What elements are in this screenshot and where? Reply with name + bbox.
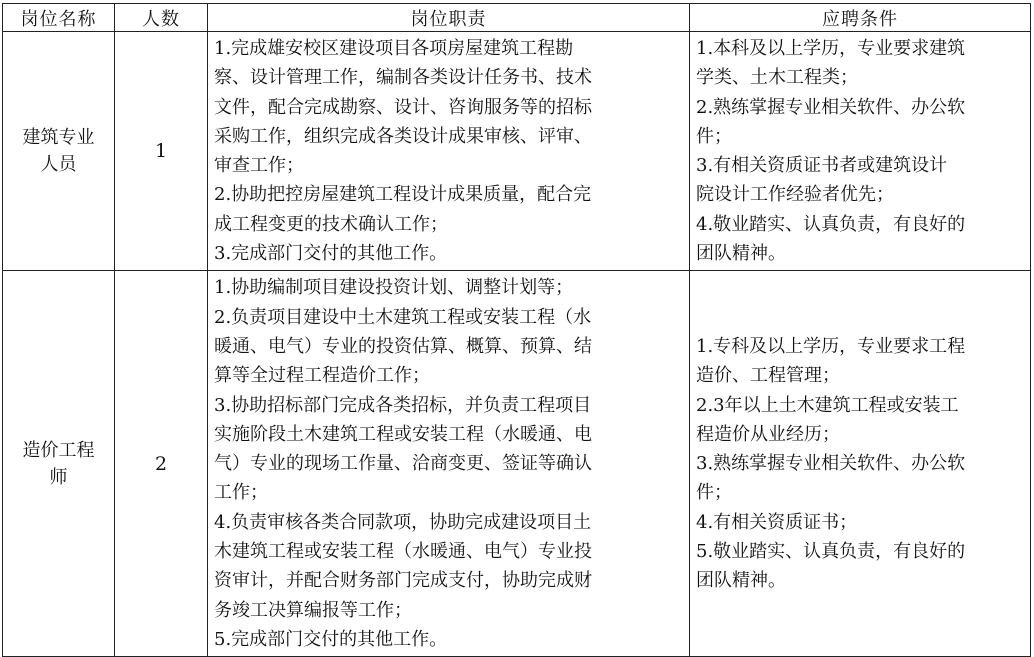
header-position-name: 岗位名称 [3,4,115,32]
duty-line: 算等全过程工程造价工作； [214,365,430,387]
duty-line: 采购工作，组织完成各类设计成果审核、评审、 [214,125,592,147]
requirement-line: 院设计工作经验者优先； [696,184,894,206]
recruitment-table [2,3,1031,657]
duty-line: 工作； [214,482,268,504]
requirement-line: 1.专科及以上学历，专业要求工程 [696,335,966,357]
header-row [3,4,1031,32]
duty-line: 2.负责项目建设中土木建筑工程或安装工程（水 [214,306,592,328]
requirement-line: 2.熟练掌握专业相关软件、办公软 [696,96,966,118]
requirement-line: 团队精神。 [696,570,786,592]
position-name-line: 人员 [40,154,77,176]
duty-line: 实施阶段土木建筑工程或安装工程（水暖通、电 [214,423,592,445]
duty-line: 务竣工决算编报等工作； [214,599,412,621]
duties-cell [208,32,690,271]
duty-line: 资审计，并配合财务部门完成支付，协助完成财 [214,570,592,592]
duties-cell [208,271,690,657]
position-name-cell [3,32,115,271]
requirement-line: 团队精神。 [696,243,786,265]
duty-line: 3.完成部门交付的其他工作。 [214,243,448,265]
requirement-line: 程造价从业经历； [696,423,840,445]
duty-line: 审查工作； [214,155,304,177]
headcount-cell: 1 [115,32,208,271]
duty-line: 暖通、电气）专业的投资估算、概算、预算、结 [214,335,592,357]
requirement-line: 件； [696,125,732,147]
requirement-line: 学类、土木工程类； [696,67,858,89]
duty-line: 文件，配合完成勘察、设计、咨询服务等的招标 [214,96,592,118]
duty-line: 5.完成部门交付的其他工作。 [214,628,448,650]
headcount-cell: 2 [115,271,208,657]
requirement-line: 3.有相关资质证书者或建筑设计 [696,155,948,177]
table-row [3,271,1031,657]
requirement-line: 4.有相关资质证书； [696,511,858,533]
duty-line: 2.协助把控房屋建筑工程设计成果质量，配合完 [214,184,592,206]
duty-line: 3.协助招标部门完成各类招标，并负责工程项目 [214,394,592,416]
duty-line: 成工程变更的技术确认工作； [214,213,448,235]
requirement-line: 1.本科及以上学历，专业要求建筑 [696,38,966,59]
requirement-line: 3.熟练掌握专业相关软件、办公软 [696,453,966,475]
position-name-cell [3,271,115,657]
position-name-line: 建筑专业 [22,127,95,149]
duty-line: 气）专业的现场工作量、洽商变更、签证等确认 [214,453,592,475]
position-name-line: 造价工程 [22,439,95,461]
duty-line: 4.负责审核各类合同款项，协助完成建设项目土 [214,511,592,533]
requirement-line: 4.敬业踏实、认真负责，有良好的 [696,213,966,235]
requirement-line: 件； [696,482,732,504]
requirement-line: 造价、工程管理； [696,365,840,387]
duty-line: 察、设计管理工作，编制各类设计任务书、技术 [214,67,592,89]
duty-line: 木建筑工程或安装工程（水暖通、电气）专业投 [214,541,592,563]
header-count: 人数 [115,4,208,32]
header-requirements: 应聘条件 [690,4,1031,32]
table-row [3,32,1031,271]
requirement-line: 2.3年以上土木建筑工程或安装工 [696,394,959,416]
requirement-line: 5.敬业踏实、认真负责，有良好的 [696,541,966,563]
duty-line: 1.完成雄安校区建设项目各项房屋建筑工程勘 [214,38,574,59]
header-duties: 岗位职责 [208,4,690,32]
position-name-line: 师 [49,466,68,488]
requirements-cell [690,32,1031,271]
requirements-cell [690,271,1031,657]
duty-line: 1.协助编制项目建设投资计划、调整计划等； [214,277,574,299]
